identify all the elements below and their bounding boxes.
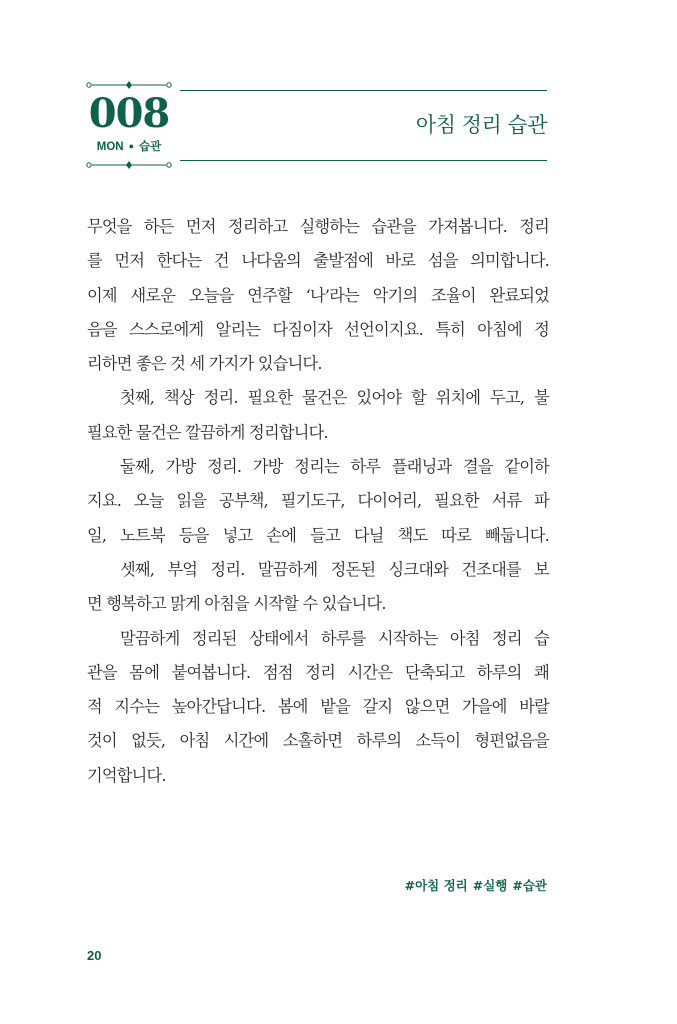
chapter-title: 아침 정리 습관 [415, 113, 547, 137]
hashtag: #아침 정리 [404, 878, 468, 893]
body-text [87, 210, 549, 793]
dot-separator: ● [128, 141, 135, 151]
body-line: 면 행복하고 맑게 아침을 시작할 수 있습니다. [87, 594, 386, 614]
body-line: 이제 새로운 오늘을 연주할 ‘나’라는 악기의 조율이 완료되었 [87, 285, 549, 305]
body-line: 말끔하게 정리된 상태에서 하루를 시작하는 아침 정리 습 [120, 628, 549, 648]
body-line: 리하면 좋은 것 세 가지가 있습니다. [87, 354, 322, 374]
header-rule-top [180, 90, 547, 91]
body-line: 관을 몸에 붙여봅니다. 점점 정리 시간은 단축되고 하루의 쾌 [87, 662, 549, 682]
hashtag: #실행 [472, 878, 508, 893]
body-line: 첫째, 책상 정리. 필요한 물건은 있어야 할 위치에 두고, 불 [120, 388, 549, 408]
body-line: 둘째, 가방 정리. 가방 정리는 하루 플래닝과 결을 같이하 [120, 457, 549, 477]
entry-day-category [86, 139, 172, 154]
body-line: 것이 없듯, 아침 시간에 소홀하면 하루의 소득이 형편없음을 [87, 731, 549, 751]
body-line: 기억합니다. [87, 765, 166, 785]
body-line: 를 먼저 한다는 건 나다움의 출발점에 바로 섬을 의미합니다. [87, 251, 549, 271]
page-number: 20 [87, 948, 102, 963]
body-line: 일, 노트북 등을 넣고 손에 들고 다닐 책도 따로 빼둡니다. [87, 525, 549, 545]
body-line: 지요. 오늘 읽을 공부책, 필기도구, 다이어리, 필요한 서류 파 [87, 491, 549, 511]
body-line: 적 지수는 높아간답니다. 봄에 밭을 갈지 않으면 가을에 바랄 [87, 697, 549, 717]
hashtag-list [405, 877, 547, 895]
body-line: 음을 스스로에게 알리는 다짐이자 선언이지요. 특히 아침에 정 [87, 319, 549, 339]
day-label: MON [96, 141, 124, 153]
body-line: 필요한 물건은 깔끔하게 정리합니다. [87, 422, 328, 442]
header-rule-bottom [180, 160, 547, 161]
category-label: 습관 [139, 141, 162, 153]
entry-badge [86, 80, 172, 170]
body-line: 무엇을 하든 먼저 정리하고 실행하는 습관을 가져봅니다. 정리 [87, 217, 549, 236]
hashtag: #습관 [512, 878, 547, 893]
body-line: 셋째, 부엌 정리. 말끔하게 정돈된 싱크대와 건조대를 보 [120, 559, 549, 579]
entry-number: 008 [88, 90, 170, 137]
